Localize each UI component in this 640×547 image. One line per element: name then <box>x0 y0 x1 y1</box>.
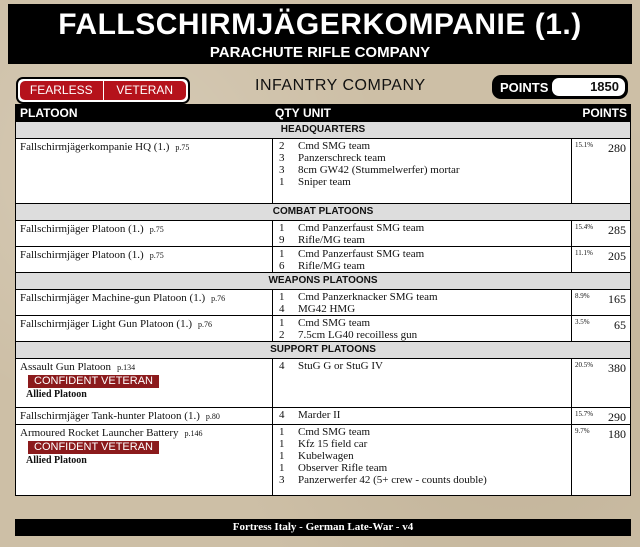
platoon-points: 380 <box>608 361 626 375</box>
points-cell <box>571 247 630 272</box>
qty-value: 1 <box>279 462 285 474</box>
platoon-name: Fallschirmjäger Light Gun Platoon (1.) <box>20 318 192 330</box>
page-reference: p.75 <box>149 251 164 260</box>
qty-value: 4 <box>279 409 285 421</box>
qty-value: 1 <box>279 426 285 438</box>
platoon-cell <box>16 425 272 495</box>
qty-value: 6 <box>279 260 285 272</box>
platoon-row <box>16 315 630 341</box>
platoon-points: 165 <box>608 292 626 306</box>
unit-name: 7.5cm LG40 recoilless gun <box>298 329 418 341</box>
unit-name: Cmd SMG team <box>298 140 371 152</box>
company-rating <box>16 77 190 104</box>
table-body <box>16 121 630 495</box>
platoon-name: Fallschirmjäger Tank-hunter Platoon (1.) <box>20 410 200 422</box>
qty-value: 3 <box>279 152 285 164</box>
section-header: HEADQUARTERS <box>16 121 630 138</box>
platoon-name: Assault Gun Platoon <box>20 361 112 373</box>
qty-cell <box>272 316 294 341</box>
points-percentage: 15.7% <box>575 410 594 418</box>
unit-name: Kfz 15 field car <box>298 438 368 450</box>
page-reference: p.76 <box>198 320 212 329</box>
points-cell <box>571 408 630 424</box>
unit-name: Sniper team <box>298 176 351 188</box>
platoon-points: 205 <box>608 249 626 263</box>
unit-name: Marder II <box>298 409 341 421</box>
page-subtitle: PARACHUTE RIFLE COMPANY <box>209 44 431 61</box>
section-header: WEAPONS PLATOONS <box>16 272 630 289</box>
platoon-row <box>16 220 630 246</box>
qty-cell <box>272 408 294 424</box>
motivation-badge: FEARLESS <box>20 81 103 100</box>
points-percentage: 11.1% <box>575 249 593 257</box>
unit-name: Cmd Panzerfaust SMG team <box>298 248 425 260</box>
column-unit: UNIT <box>303 106 331 120</box>
platoon-name: Fallschirmjäger Platoon (1.) <box>20 249 144 261</box>
column-platoon: PLATOON <box>20 106 78 120</box>
qty-cell <box>272 425 294 495</box>
unit-name: Cmd Panzerknacker SMG team <box>298 291 438 303</box>
platoon-name: Fallschirmjägerkompanie HQ (1.) <box>20 141 170 153</box>
points-cell <box>571 316 630 341</box>
platoon-row <box>16 424 630 495</box>
allied-platoon-label: Allied Platoon <box>26 389 87 400</box>
platoon-row <box>16 138 630 203</box>
qty-value: 9 <box>279 234 285 246</box>
footer: Fortress Italy - German Late-War - v4 <box>15 519 631 536</box>
unit-name: StuG G or StuG IV <box>298 360 383 372</box>
points-cell <box>571 221 630 246</box>
platoon-row <box>16 407 630 424</box>
unit-cell <box>294 290 571 315</box>
qty-value: 2 <box>279 140 285 152</box>
platoon-cell <box>16 139 272 203</box>
unit-name: Cmd Panzerfaust SMG team <box>298 222 425 234</box>
qty-value: 1 <box>279 291 285 303</box>
qty-value: 4 <box>279 360 285 372</box>
qty-cell <box>272 247 294 272</box>
points-cell <box>571 425 630 495</box>
points-percentage: 20.5% <box>575 361 594 369</box>
platoon-name: Fallschirmjäger Machine-gun Platoon (1.) <box>20 292 206 304</box>
points-label: POINTS <box>500 79 549 95</box>
qty-value: 1 <box>279 317 285 329</box>
unit-cell <box>294 408 571 424</box>
page-reference: p.76 <box>211 294 226 303</box>
page-reference: p.80 <box>205 412 220 421</box>
column-qty: QTY <box>275 106 300 120</box>
points-percentage: 3.5% <box>575 318 590 326</box>
platoon-cell <box>16 221 272 246</box>
allied-platoon-label: Allied Platoon <box>26 455 87 466</box>
platoon-points: 290 <box>608 410 626 424</box>
unit-name: Kubelwagen <box>298 450 354 462</box>
qty-value: 3 <box>279 164 285 176</box>
unit-name: Panzerschreck team <box>298 152 386 164</box>
page-reference: p.75 <box>175 143 190 152</box>
qty-cell <box>272 139 294 203</box>
unit-cell <box>294 425 571 495</box>
qty-cell <box>272 359 294 407</box>
qty-value: 1 <box>279 248 285 260</box>
platoon-cell <box>16 359 272 407</box>
unit-name: Cmd SMG team <box>298 426 371 438</box>
points-percentage: 15.1% <box>575 141 594 149</box>
qty-value: 4 <box>279 303 285 315</box>
platoon-rating-badge: CONFIDENT VETERAN <box>28 441 159 454</box>
title-banner <box>8 4 632 64</box>
section-header: SUPPORT PLATOONS <box>16 341 630 358</box>
platoon-row <box>16 246 630 272</box>
unit-cell <box>294 221 571 246</box>
platoon-name: Fallschirmjäger Platoon (1.) <box>20 223 144 235</box>
page-reference: p.75 <box>149 225 164 234</box>
qty-cell <box>272 290 294 315</box>
qty-value: 1 <box>279 222 285 234</box>
points-total <box>492 75 628 99</box>
qty-value: 1 <box>279 450 285 462</box>
points-percentage: 8.9% <box>575 292 590 300</box>
unit-name: MG42 HMG <box>298 303 356 315</box>
points-cell <box>571 139 630 203</box>
qty-value: 2 <box>279 329 285 341</box>
unit-name: Observer Rifle team <box>298 462 388 474</box>
unit-cell <box>294 247 571 272</box>
unit-name: Cmd SMG team <box>298 317 371 329</box>
qty-value: 1 <box>279 176 285 188</box>
points-cell <box>571 359 630 407</box>
points-percentage: 15.4% <box>575 223 594 231</box>
page-reference: p.134 <box>117 363 136 372</box>
platoon-name: Armoured Rocket Launcher Battery <box>20 427 179 439</box>
page-reference: p.146 <box>184 429 203 438</box>
unit-name: Rifle/MG team <box>298 260 365 272</box>
platoon-points: 180 <box>608 427 626 441</box>
unit-cell <box>294 359 571 407</box>
platoon-points: 65 <box>614 318 626 332</box>
platoon-row <box>16 289 630 315</box>
section-header: COMBAT PLATOONS <box>16 203 630 220</box>
unit-cell <box>294 316 571 341</box>
platoon-cell <box>16 316 272 341</box>
company-type: INFANTRY COMPANY <box>255 77 426 94</box>
unit-name: Rifle/MG team <box>298 234 365 246</box>
platoon-cell <box>16 247 272 272</box>
page-title: FALLSCHIRMJÄGERKOMPANIE (1.) <box>58 8 582 41</box>
platoon-cell <box>16 290 272 315</box>
points-percentage: 9.7% <box>575 427 590 435</box>
skill-badge: VETERAN <box>104 81 187 100</box>
qty-value: 3 <box>279 474 285 486</box>
qty-value: 1 <box>279 438 285 450</box>
qty-cell <box>272 221 294 246</box>
unit-name: 8cm GW42 (Stummelwerfer) mortar <box>298 164 460 176</box>
platoon-table <box>15 104 631 496</box>
platoon-row <box>16 358 630 407</box>
column-points: POINTS <box>582 106 627 120</box>
points-cell <box>571 290 630 315</box>
points-value: 1850 <box>552 78 625 96</box>
unit-cell <box>294 139 571 203</box>
table-header <box>16 105 630 121</box>
platoon-rating-badge: CONFIDENT VETERAN <box>28 375 159 388</box>
platoon-cell <box>16 408 272 424</box>
unit-name: Panzerwerfer 42 (5+ crew - counts double) <box>298 474 487 486</box>
platoon-points: 280 <box>608 141 626 155</box>
platoon-points: 285 <box>608 223 626 237</box>
